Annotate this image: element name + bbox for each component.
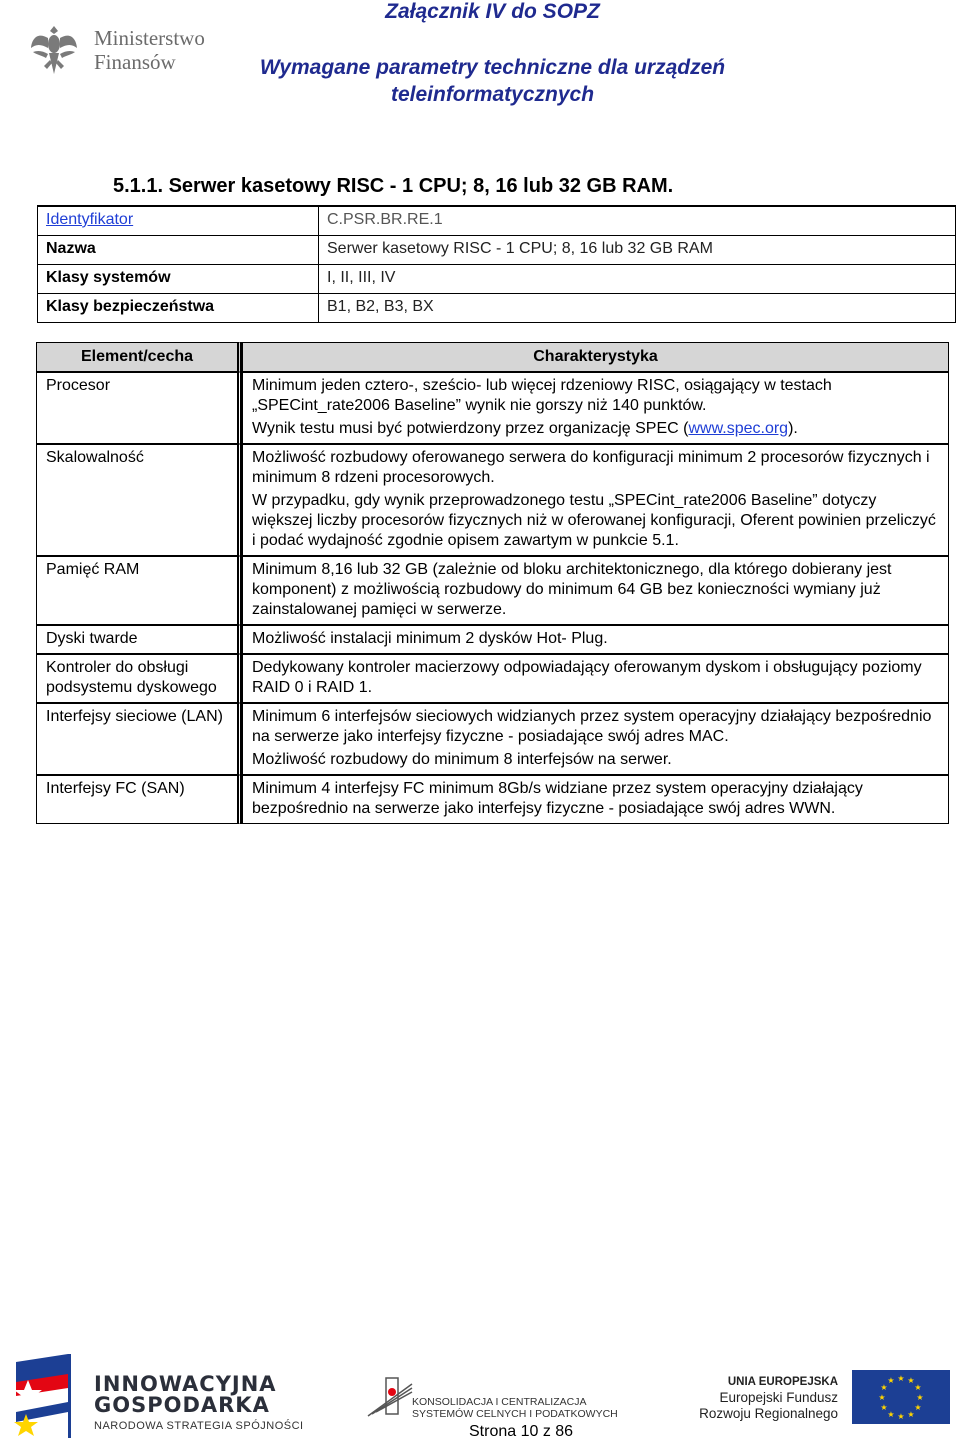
table-header-row	[36, 342, 949, 372]
table-row	[36, 444, 949, 556]
kons-line-1: KONSOLIDACJA I CENTRALIZACJA	[412, 1396, 587, 1408]
table-row	[38, 293, 956, 322]
svg-text:★: ★	[914, 1383, 922, 1392]
security-classes-value: B1, B2, B3, BX	[319, 293, 956, 322]
characteristic-text: Minimum 4 interfejsy FC minimum 8Gb/s widziane przez system operacyjny działający bezpośrednio na serwerze jako interfejsy fizyczne - posiadające swój adres WWN.	[252, 780, 863, 817]
element-cell: Skalowalność	[36, 444, 242, 556]
element-cell: Interfejsy FC (SAN)	[36, 775, 242, 824]
eagle-emblem-icon	[30, 24, 78, 76]
element-cell: Dyski twarde	[36, 625, 242, 654]
text-span: Wynik testu musi być potwierdzony przez organizację SPEC (	[252, 420, 689, 437]
ig-line-1: INNOWACYJNA	[94, 1372, 277, 1396]
innovative-economy-logo	[94, 1374, 277, 1416]
characteristic-text: Minimum 8,16 lub 32 GB (zależnie od bloku architektonicznego, dla którego dobierany jest komponent) z możliwością rozbudowy do minimum 64 GB bez konieczności wymiany już zainstalowanej pamięci w serwerze.	[252, 561, 892, 618]
characteristic-cell	[242, 372, 949, 444]
table-row	[36, 372, 949, 444]
svg-text:★: ★	[897, 1412, 905, 1421]
characteristic-cell	[242, 703, 949, 775]
ue-line-1: UNIA EUROPEJSKA	[727, 1376, 838, 1388]
system-classes-label: Klasy systemów	[38, 264, 319, 293]
characteristic-cell	[242, 625, 949, 654]
element-cell: Procesor	[36, 372, 242, 444]
characteristic-text: Możliwość rozbudowy do minimum 8 interfejsów na serwer.	[252, 751, 672, 768]
table-row	[36, 556, 949, 625]
name-label: Nazwa	[38, 235, 319, 264]
svg-text:★: ★	[907, 1376, 915, 1385]
svg-text:★: ★	[880, 1403, 888, 1412]
specification-table	[36, 342, 949, 824]
eu-flag-icon	[852, 1370, 950, 1424]
identification-table	[37, 205, 956, 323]
table-row	[36, 775, 949, 824]
system-classes-value: I, II, III, IV	[319, 264, 956, 293]
security-classes-label: Klasy bezpieczeństwa	[38, 293, 319, 322]
characteristic-text	[252, 419, 939, 439]
identifier-value: C.PSR.BR.RE.1	[319, 206, 956, 235]
eu-logo-text	[680, 1374, 838, 1422]
characteristic-text: W przypadku, gdy wynik przeprowadzonego testu „SPECint_rate2006 Baseline” dotyczy większej liczby procesorów fizycznych niż w oferowanej konfiguracji, Oferent powinien przeliczyć i podać wydajność zgodnie opisem zawartym w punkcie 5.1.	[252, 492, 936, 549]
element-cell: Pamięć RAM	[36, 556, 242, 625]
document-title-line-2: teleinformatycznych	[390, 83, 595, 106]
characteristic-text: Minimum jeden cztero-, sześcio- lub więcej rdzeniowy RISC, osiągający w testach „SPECint_rate2006 Baseline” wynik nie gorszy niż 140 punktów.	[252, 377, 832, 414]
ig-line-2: GOSPODARKA	[94, 1393, 270, 1417]
column-header-element: Element/cecha	[36, 342, 242, 372]
characteristic-text: Dedykowany kontroler macierzowy odpowiadający oferowanym dyskom i obsługujący poziomy RAID 0 i RAID 1.	[252, 659, 922, 696]
table-row	[36, 703, 949, 775]
table-row	[36, 625, 949, 654]
characteristic-cell	[242, 556, 949, 625]
characteristic-cell	[242, 775, 949, 824]
table-row	[38, 206, 956, 235]
svg-text:★: ★	[887, 1410, 895, 1419]
kons-line-2: SYSTEMÓW CELNYCH I PODATKOWYCH	[412, 1408, 618, 1420]
identifier-link[interactable]: Identyfikator	[46, 210, 134, 228]
consolidation-logo-text	[412, 1396, 618, 1420]
characteristic-text: Możliwość rozbudowy oferowanego serwera do konfiguracji minimum 2 procesorów fizycznych i minimum 8 rdzeni procesorowych.	[252, 449, 930, 486]
innovative-economy-flag-icon	[6, 1352, 92, 1440]
characteristic-cell	[242, 654, 949, 703]
spec-org-link[interactable]: www.spec.org	[688, 420, 789, 437]
ig-subtitle: NARODOWA STRATEGIA SPÓJNOŚCI	[94, 1420, 304, 1432]
svg-text:★: ★	[914, 1403, 922, 1412]
identifier-label	[38, 206, 319, 235]
section-title: 5.1.1. Serwer kasetowy RISC - 1 CPU; 8, 16 lub 32 GB RAM.	[113, 175, 674, 197]
ue-line-2: Europejski Fundusz	[719, 1390, 838, 1405]
characteristic-text: Minimum 6 interfejsów sieciowych widzianych przez system operacyjny działający bezpośrednio na serwerze jako interfejsy fizyczne - posiadające swój adres MAC.	[252, 708, 932, 745]
text-span: ).	[788, 420, 798, 437]
table-row	[38, 235, 956, 264]
ue-line-3: Rozwoju Regionalnego	[699, 1406, 838, 1421]
svg-text:★: ★	[878, 1393, 886, 1402]
characteristic-text: Możliwość instalacji minimum 2 dysków Hot- Plug.	[252, 630, 608, 647]
consolidation-logo-icon	[366, 1370, 414, 1422]
svg-text:★: ★	[887, 1376, 895, 1385]
element-cell: Kontroler do obsługi podsystemu dyskowego	[36, 654, 242, 703]
annex-heading: Załącznik IV do SOPZ	[385, 0, 600, 23]
document-title	[240, 54, 745, 108]
ministry-logo	[30, 24, 230, 80]
page-number: Strona 10 z 86	[469, 1423, 574, 1440]
svg-text:★: ★	[916, 1393, 924, 1402]
table-row	[38, 264, 956, 293]
column-header-characteristic: Charakterystyka	[242, 342, 949, 372]
logo-line-2: Finansów	[94, 50, 176, 74]
svg-text:★: ★	[897, 1374, 905, 1383]
element-cell: Interfejsy sieciowe (LAN)	[36, 703, 242, 775]
characteristic-cell	[242, 444, 949, 556]
document-title-line-1: Wymagane parametry techniczne dla urządzeń	[259, 56, 726, 79]
table-row	[36, 654, 949, 703]
svg-text:★: ★	[880, 1383, 888, 1392]
logo-line-1: Ministerstwo	[94, 26, 205, 50]
svg-text:★: ★	[907, 1410, 915, 1419]
name-value: Serwer kasetowy RISC - 1 CPU; 8, 16 lub 32 GB RAM	[319, 235, 956, 264]
